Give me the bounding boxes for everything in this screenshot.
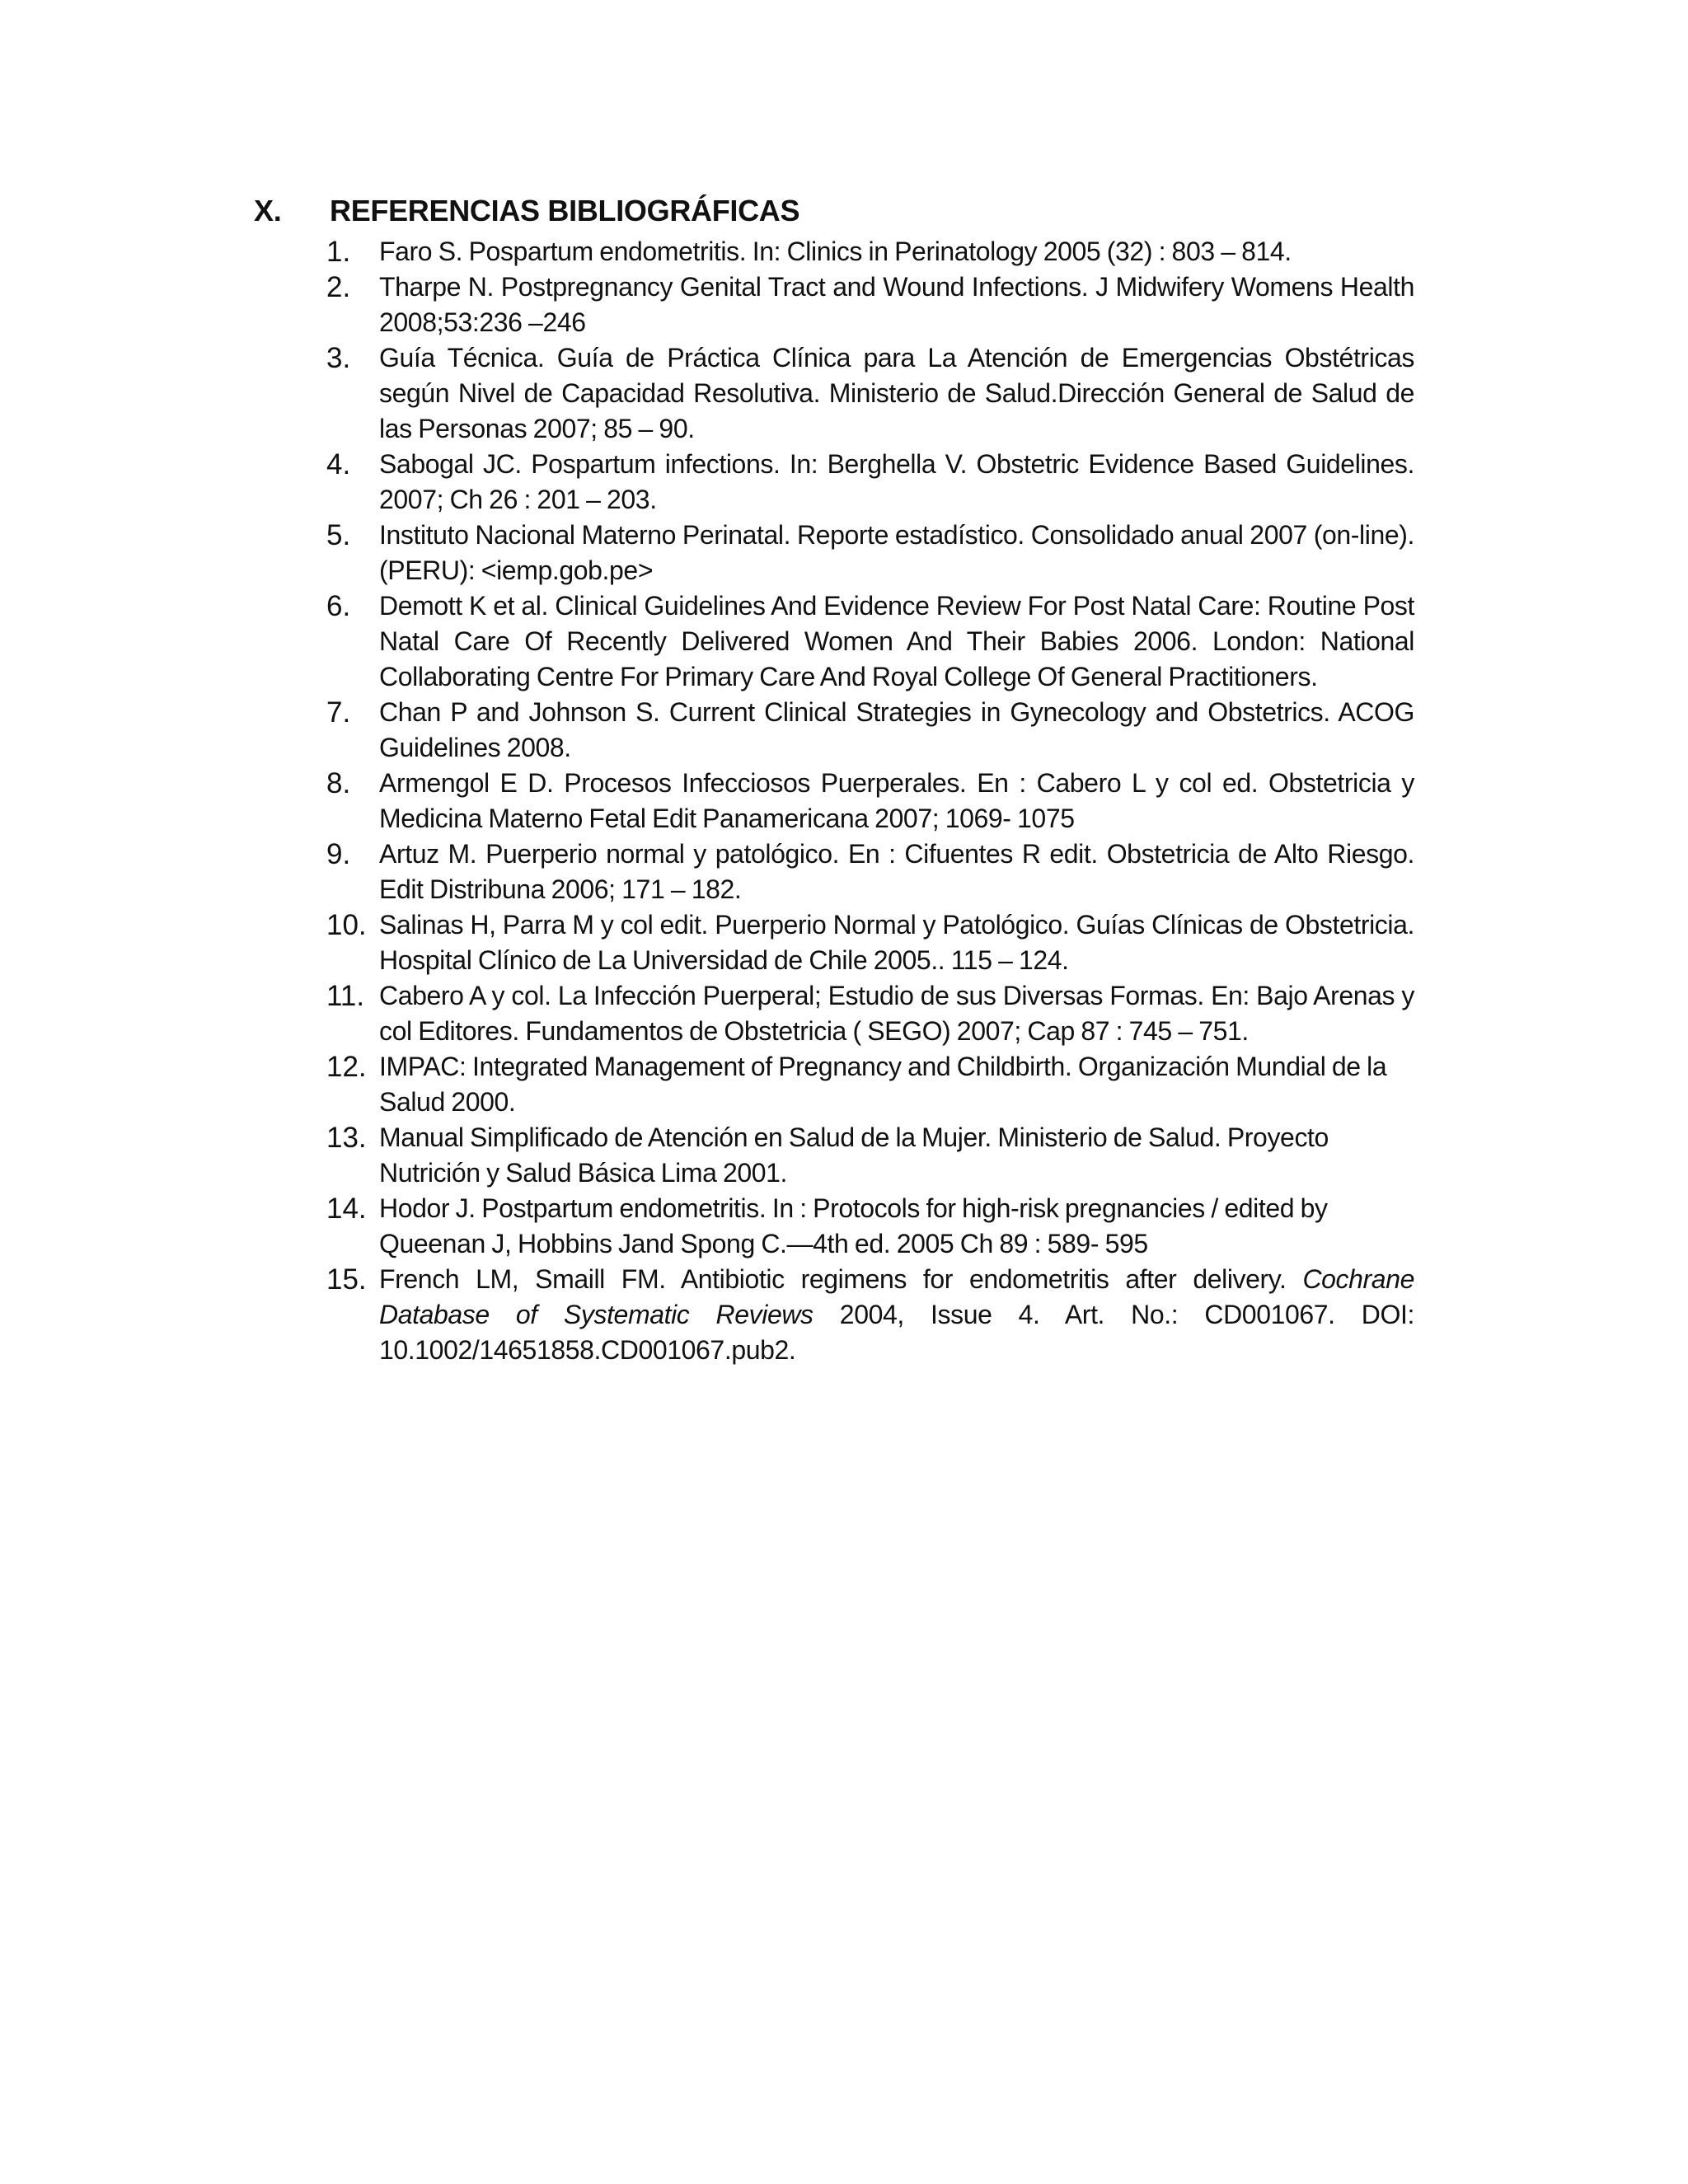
reference-text: Instituto Nacional Materno Perinatal. Reporte estadístico. Consolidado anual 2007 (on-line). (PERU): <iemp.gob.pe> (379, 520, 1414, 585)
reference-text: IMPAC: Integrated Management of Pregnancy and Childbirth. Organización Mundial de la Salud 2000. (379, 1052, 1387, 1117)
reference-number: 1. (326, 236, 351, 268)
reference-text (379, 1264, 1414, 1365)
reference-number: 9. (326, 838, 351, 870)
reference-text: Tharpe N. Postpregnancy Genital Tract and Wound Infections. J Midwifery Womens Health 2008;53:236 –246 (379, 272, 1414, 337)
reference-text-part: French LM, Smaill FM. Antibiotic regimens for endometritis after delivery. (379, 1264, 1303, 1294)
reference-item-14 (326, 1191, 1414, 1262)
reference-item-1 (326, 234, 1414, 269)
journal-title: Cochrane Database of Systematic Reviews (379, 1264, 1414, 1329)
reference-item-4 (326, 447, 1414, 518)
reference-item-5 (326, 518, 1414, 588)
reference-number: 14. (326, 1193, 367, 1225)
reference-number: 7. (326, 696, 351, 729)
reference-item-15 (326, 1262, 1414, 1368)
reference-text: Sabogal JC. Pospartum infections. In: Berghella V. Obstetric Evidence Based Guidelines. 2007; Ch 26 : 201 – 203. (379, 449, 1414, 514)
section-title: REFERENCIAS BIBLIOGRÁFICAS (330, 194, 800, 227)
reference-list (326, 234, 1414, 1368)
reference-number: 6. (326, 590, 351, 622)
reference-item-12 (326, 1049, 1414, 1120)
reference-text: Guía Técnica. Guía de Práctica Clínica para La Atención de Emergencias Obstétricas según Nivel de Capacidad Resolutiva. Ministerio de Salud.Dirección General de Salud de las Personas 2007; 85 – 90. (379, 343, 1414, 443)
reference-text: Demott K et al. Clinical Guidelines And Evidence Review For Post Natal Care: Routine Post Natal Care Of Recently Delivered Women And Their Babies 2006. London: National Collaborating Centre For Primary Care And Royal College Of General Practitioners. (379, 591, 1414, 691)
reference-item-6 (326, 588, 1414, 695)
reference-number: 8. (326, 767, 351, 799)
reference-number: 3. (326, 342, 351, 374)
reference-number: 4. (326, 448, 351, 480)
reference-item-10 (326, 907, 1414, 978)
reference-number: 11. (326, 980, 365, 1012)
reference-text-part: 2004, Issue 4. Art. No.: CD001067. DOI: 10.1002/14651858.CD001067.pub2. (379, 1300, 1414, 1365)
reference-number: 15. (326, 1263, 367, 1296)
reference-text: Cabero A y col. La Infección Puerperal; Estudio de sus Diversas Formas. En: Bajo Arenas y col Editores. Fundamentos de Obstetricia ( SEGO) 2007; Cap 87 : 745 – 751. (379, 981, 1414, 1046)
reference-text: Chan P and Johnson S. Current Clinical Strategies in Gynecology and Obstetrics. ACOG Guidelines 2008. (379, 697, 1414, 762)
reference-number: 12. (326, 1051, 367, 1083)
reference-item-9 (326, 837, 1414, 907)
reference-number: 13. (326, 1122, 367, 1154)
reference-item-3 (326, 340, 1414, 447)
reference-number: 5. (326, 519, 351, 551)
reference-item-11 (326, 978, 1414, 1049)
reference-item-13 (326, 1120, 1414, 1191)
reference-number: 10. (326, 909, 367, 941)
reference-item-8 (326, 766, 1414, 837)
reference-number: 2. (326, 271, 351, 303)
section-number: X. (254, 194, 282, 227)
reference-text: Salinas H, Parra M y col edit. Puerperio Normal y Patológico. Guías Clínicas de Obstetricia. Hospital Clínico de La Universidad de Chile 2005.. 115 – 124. (379, 910, 1414, 975)
reference-item-7 (326, 695, 1414, 766)
reference-text: Armengol E D. Procesos Infecciosos Puerperales. En : Cabero L y col ed. Obstetricia y Medicina Materno Fetal Edit Panamericana 2007; 1069- 1075 (379, 768, 1414, 833)
reference-text: Manual Simplificado de Atención en Salud de la Mujer. Ministerio de Salud. Proyecto Nutrición y Salud Básica Lima 2001. (379, 1122, 1329, 1188)
reference-item-2 (326, 269, 1414, 340)
reference-text: Faro S. Pospartum endometritis. In: Clinics in Perinatology 2005 (32) : 803 – 814. (379, 237, 1292, 266)
reference-text: Artuz M. Puerperio normal y patológico. En : Cifuentes R edit. Obstetricia de Alto Riesgo. Edit Distribuna 2006; 171 – 182. (379, 839, 1414, 904)
reference-text: Hodor J. Postpartum endometritis. In : Protocols for high-risk pregnancies / edited by Queenan J, Hobbins Jand Spong C.—4th ed. 2005 Ch 89 : 589- 595 (379, 1193, 1328, 1258)
